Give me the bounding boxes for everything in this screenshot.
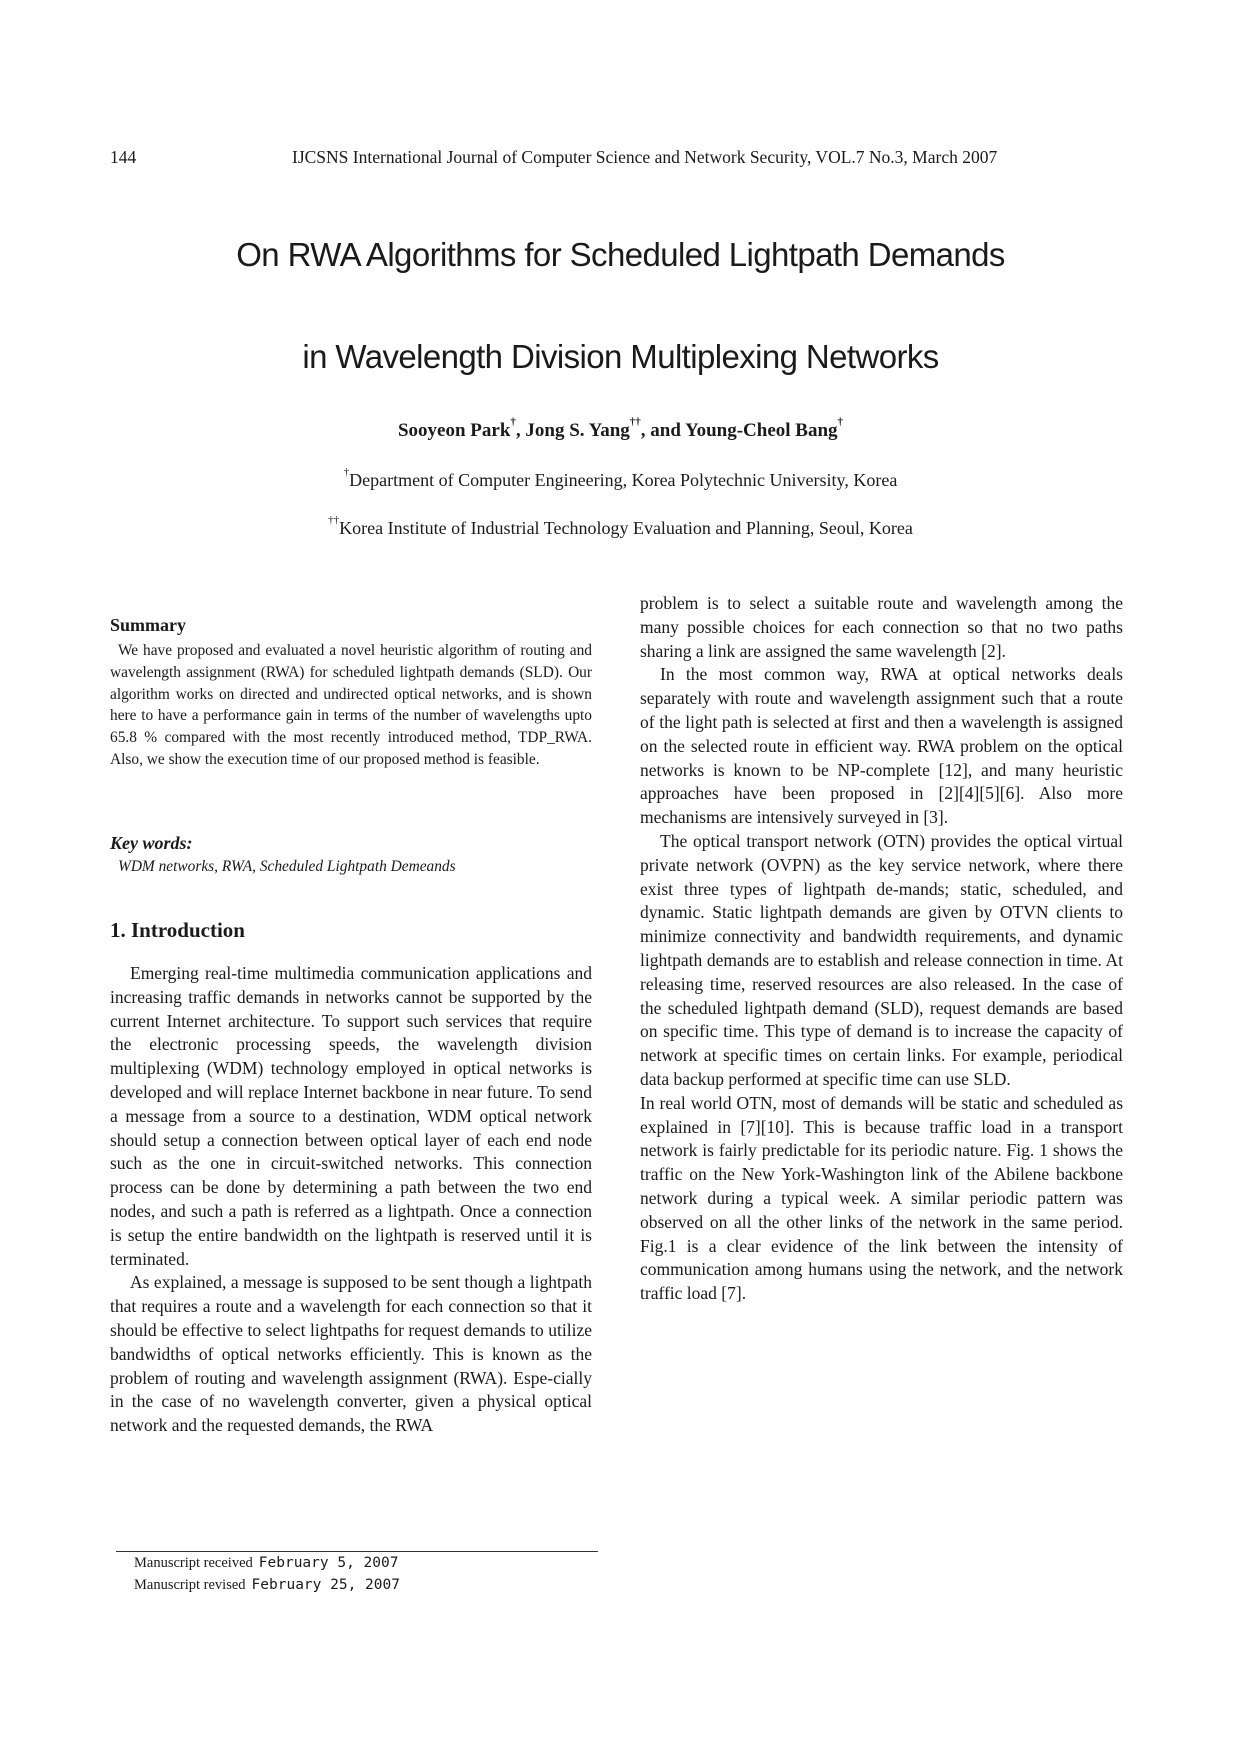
- right-paragraph-1: problem is to select a suitable route and wavelength among the many possible choices for each connection so that no two paths sharing a link are assigned the same wavelength [2].: [640, 593, 1123, 661]
- introduction-heading: 1. Introduction: [110, 918, 245, 942]
- author-1-mark: †: [510, 416, 516, 428]
- summary-heading: Summary: [110, 615, 186, 635]
- author-2: , Jong S. Yang: [515, 420, 630, 441]
- affiliation-1-text: Department of Computer Engineering, Korea Polytechnic University, Korea: [349, 470, 898, 490]
- journal-header: IJCSNS International Journal of Computer Science and Network Security, VOL.7 No.3, March 2007: [292, 147, 998, 167]
- introduction-body: [110, 962, 592, 1438]
- keywords-heading: Key words:: [110, 833, 193, 853]
- footnote-received: [134, 1555, 398, 1572]
- summary-text: We have proposed and evaluated a novel heuristic algorithm of routing and wavelength assignment (RWA) for scheduled lightpath demands (SLD). Our algorithm works on directed and undirected optical networks, and is shown here to have a performance gain in terms of the number of wavelengths upto 65.8 % compared with the most recently introduced method, TDP_RWA. Also, we show the execution time of our proposed method is feasible.: [110, 642, 592, 768]
- revised-label: Manuscript revised: [134, 1577, 246, 1593]
- author-3-mark: †: [837, 416, 844, 428]
- received-date: February 5, 2007: [258, 1555, 399, 1571]
- affiliation-1: [0, 466, 1241, 491]
- right-paragraph-2: In the most common way, RWA at optical networks deals separately with route and wavelength assignment such that a route of the light path is selected at first and then a wavelength is assigned on the selected route in efficient way. RWA problem on the optical networks is known to be NP-complete [12], and many heuristic approaches have been proposed in [2][4][5][6]. Also more mechanisms are intensively surveyed in [3].: [640, 664, 1123, 828]
- revised-date: February 25, 2007: [251, 1577, 400, 1593]
- affiliation-1-mark: †: [343, 466, 350, 478]
- author-1: Sooyeon Park: [397, 420, 511, 441]
- affiliation-2-text: Korea Institute of Industrial Technology Evaluation and Planning, Seoul, Korea: [339, 518, 913, 538]
- introduction-paragraph-2: As explained, a message is supposed to be sent though a lightpath that requires a route and a wavelength for each connection so that it should be effective to select lightpaths for request demands to utilize bandwidths of optical networks efficiently. This is known as the problem of routing and wavelength assignment (RWA). Espe-cially in the case of no wavelength converter, given a physical optical network and the requested demands, the RWA: [110, 1272, 592, 1436]
- right-paragraph-3: The optical transport network (OTN) provides the optical virtual private network (OVPN) as the key service network, where there exist three types of lightpath de-mands; static, scheduled, and dynamic. Static lightpath demands are given by OTVN clients to minimize connectivity and bandwidth requirements, and dynamic lightpath demands are to establish and release connection in time. At releasing time, reserved resources are also released. In the case of the scheduled lightpath demand (SLD), request demands are based on specific time. This type of demand is to increase the capacity of network at specific times on certain links. For example, periodical data backup performed at specific time can use SLD.: [640, 830, 1123, 1089]
- author-2-mark: ††: [629, 416, 641, 428]
- author-3: , and Young-Cheol Bang: [640, 420, 838, 441]
- affiliation-2: [0, 514, 1241, 539]
- page-number: 144: [110, 147, 137, 167]
- right-column-body: [640, 592, 1123, 1306]
- footnote-rule: [116, 1551, 598, 1552]
- right-paragraph-4: In real world OTN, most of demands will be static and scheduled as explained in [7][10]. This is because traffic load in a transport network is fairly predictable for its periodic nature. Fig. 1 shows the traffic on the New York-Washington link of the Abilene backbone network during a typical week. A similar periodic pattern was observed on all the other links of the network in the same period. Fig.1 is a clear evidence of the link between the intensity of communication among humans using the network, and the network traffic load [7].: [640, 1092, 1123, 1304]
- paper-title-line-2: in Wavelength Division Multiplexing Networks: [302, 338, 939, 375]
- keywords-text: WDM networks, RWA, Scheduled Lightpath Demeands: [118, 858, 456, 875]
- affiliation-2-mark: ††: [328, 514, 340, 526]
- footnote-revised: [134, 1577, 400, 1594]
- introduction-paragraph-1: Emerging real-time multimedia communication applications and increasing traffic demands in networks cannot be supported by the current Internet architecture. To support such services that require the electronic processing speeds, the wavelength division multiplexing (WDM) technology employed in optical networks is developed and will replace Internet backbone in near future. To send a message from a source to a destination, WDM optical network should setup a connection between optical layer of each end node such as the one in circuit-switched networks. This connection process can be done by determining a path between the two end nodes, and such a path is referred as a lightpath. Once a connection is setup the entire bandwidth on the lightpath is reserved until it is terminated.: [110, 963, 592, 1269]
- received-label: Manuscript received: [134, 1555, 253, 1571]
- author-list: [0, 416, 1241, 442]
- paper-title-line-1: On RWA Algorithms for Scheduled Lightpath Demands: [236, 236, 1005, 273]
